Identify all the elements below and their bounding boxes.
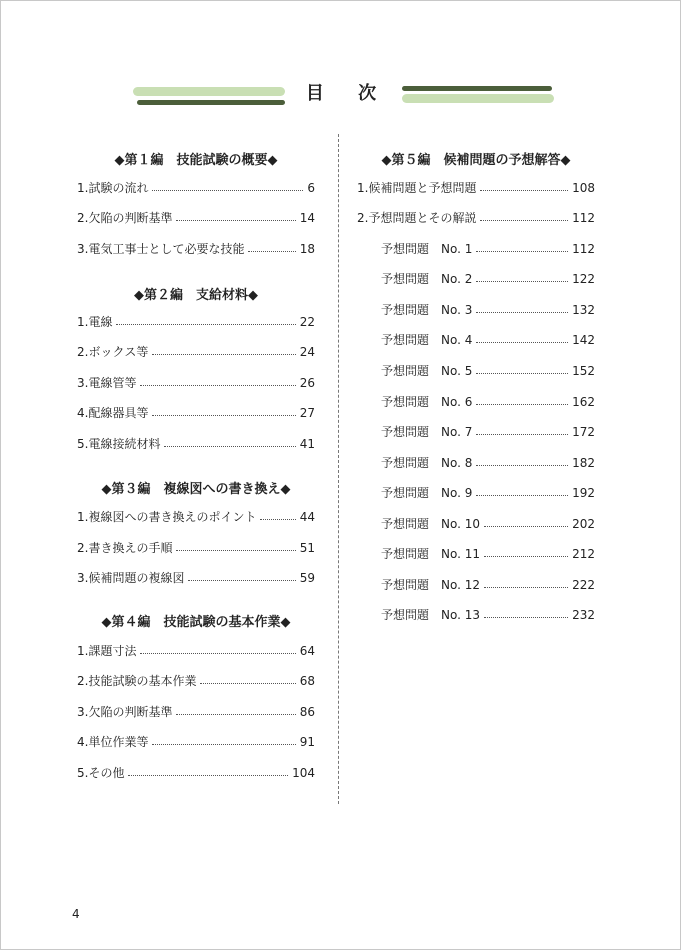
leader-dots <box>164 446 295 447</box>
entry-label: 電気工事士として必要な技能 <box>88 242 245 256</box>
entry-number: 4. <box>77 406 89 420</box>
entry-page: 112 <box>572 211 595 225</box>
section-heading-3: ◆第３編 複線図への書き換え◆ <box>101 482 291 497</box>
leader-dots <box>152 190 303 191</box>
toc-sub-entry[interactable] <box>381 393 595 411</box>
entry-label: 予想問題 No. 6 <box>381 395 473 409</box>
section-heading-4: ◆第４編 技能試験の基本作業◆ <box>101 615 291 630</box>
leader-dots <box>480 220 568 221</box>
entry-page: 172 <box>572 425 595 439</box>
title-bar-right-light <box>402 94 554 103</box>
entry-page: 41 <box>299 437 315 451</box>
leader-dots <box>152 354 295 355</box>
leader-dots <box>476 373 568 374</box>
toc-entry[interactable] <box>77 733 315 751</box>
entry-number: 3. <box>77 571 89 585</box>
title-bar-left-dark <box>137 100 285 105</box>
toc-sub-entry[interactable] <box>381 454 595 472</box>
leader-dots <box>476 281 568 282</box>
entry-page: 51 <box>299 541 315 555</box>
entry-label: 予想問題 No. 4 <box>381 333 473 347</box>
entry-label: 予想問題 No. 12 <box>381 578 481 592</box>
entry-page: 104 <box>292 766 315 780</box>
toc-entry[interactable] <box>357 179 595 197</box>
entry-number: 1. <box>77 510 89 524</box>
entry-label: 試験の流れ <box>88 181 149 195</box>
toc-entry[interactable] <box>77 404 315 422</box>
entry-page: 142 <box>572 333 595 347</box>
entry-label: その他 <box>88 766 125 780</box>
toc-sub-entry[interactable] <box>381 240 595 258</box>
toc-entry[interactable] <box>77 672 315 690</box>
toc-sub-entry[interactable] <box>381 484 595 502</box>
entry-label: 欠陥の判断基準 <box>88 211 173 225</box>
leader-dots <box>176 550 295 551</box>
entry-page: 108 <box>572 181 595 195</box>
entry-label: 候補問題の複線図 <box>88 571 185 585</box>
toc-sub-entry[interactable] <box>381 301 595 319</box>
entry-label: 欠陥の判断基準 <box>88 705 173 719</box>
entry-page: 18 <box>299 242 315 256</box>
leader-dots <box>476 251 568 252</box>
toc-entry[interactable] <box>77 539 315 557</box>
column-divider <box>338 134 339 804</box>
leader-dots <box>152 744 295 745</box>
entry-label: 予想問題 No. 11 <box>381 547 481 561</box>
entry-label: 予想問題 No. 2 <box>381 272 473 286</box>
entry-page: 222 <box>572 578 595 592</box>
entry-number: 5. <box>77 766 89 780</box>
toc-entry[interactable] <box>77 569 315 587</box>
entry-label: 予想問題 No. 1 <box>381 242 473 256</box>
entry-number: 1. <box>77 315 89 329</box>
toc-entry[interactable] <box>77 435 315 453</box>
toc-sub-entry[interactable] <box>381 545 595 563</box>
entry-label: 書き換えの手順 <box>88 541 173 555</box>
entry-page: 86 <box>299 705 315 719</box>
leader-dots <box>116 324 295 325</box>
entry-number: 4. <box>77 735 89 749</box>
toc-entry[interactable] <box>77 240 315 258</box>
toc-entry[interactable] <box>77 764 315 782</box>
entry-number: 5. <box>77 437 89 451</box>
entry-page: 212 <box>572 547 595 561</box>
leader-dots <box>476 342 568 343</box>
leader-dots <box>476 434 568 435</box>
entry-label: 候補問題と予想問題 <box>368 181 477 195</box>
entry-label: 予想問題とその解説 <box>368 211 477 225</box>
toc-sub-entry[interactable] <box>381 270 595 288</box>
leader-dots <box>188 580 295 581</box>
entry-page: 64 <box>299 644 315 658</box>
entry-page: 44 <box>299 510 315 524</box>
entry-page: 152 <box>572 364 595 378</box>
entry-page: 6 <box>307 181 315 195</box>
entry-page: 59 <box>299 571 315 585</box>
leader-dots <box>476 312 568 313</box>
leader-dots <box>140 653 295 654</box>
entry-page: 91 <box>299 735 315 749</box>
entry-page: 122 <box>572 272 595 286</box>
entry-number: 1. <box>77 644 89 658</box>
entry-page: 24 <box>299 345 315 359</box>
section-heading-1: ◆第１編 技能試験の概要◆ <box>114 153 278 168</box>
entry-label: 電線管等 <box>88 376 137 390</box>
leader-dots <box>484 556 568 557</box>
entry-number: 3. <box>77 705 89 719</box>
leader-dots <box>200 683 295 684</box>
entry-page: 112 <box>572 242 595 256</box>
leader-dots <box>176 714 295 715</box>
leader-dots <box>128 775 288 776</box>
toc-entry[interactable] <box>77 209 315 227</box>
entry-page: 22 <box>299 315 315 329</box>
entry-number: 1. <box>77 181 89 195</box>
entry-label: 単位作業等 <box>88 735 149 749</box>
leader-dots <box>140 385 295 386</box>
toc-entry[interactable] <box>77 374 315 392</box>
entry-label: 予想問題 No. 9 <box>381 486 473 500</box>
leader-dots <box>480 190 568 191</box>
entry-number: 3. <box>77 242 89 256</box>
entry-label: ボックス等 <box>88 345 149 359</box>
leader-dots <box>476 495 568 496</box>
toc-sub-entry[interactable] <box>381 606 595 624</box>
entry-page: 192 <box>572 486 595 500</box>
leader-dots <box>248 251 295 252</box>
entry-number: 2. <box>77 211 89 225</box>
entry-page: 182 <box>572 456 595 470</box>
leader-dots <box>260 519 295 520</box>
toc-entry[interactable] <box>357 209 595 227</box>
toc-sub-entry[interactable] <box>381 331 595 349</box>
entry-page: 14 <box>299 211 315 225</box>
entry-label: 電線 <box>88 315 113 329</box>
entry-page: 27 <box>299 406 315 420</box>
section-heading-5: ◆第５編 候補問題の予想解答◆ <box>381 153 571 168</box>
title-bar-left-light <box>133 87 285 96</box>
section-heading-2: ◆第２編 支給材料◆ <box>134 288 258 303</box>
toc-sub-entry[interactable] <box>381 515 595 533</box>
entry-number: 3. <box>77 376 89 390</box>
entry-label: 電線接続材料 <box>88 437 161 451</box>
toc-entry[interactable] <box>77 313 315 331</box>
entry-page: 132 <box>572 303 595 317</box>
page-title: 目 次 <box>305 83 391 104</box>
toc-sub-entry[interactable] <box>381 576 595 594</box>
leader-dots <box>152 415 295 416</box>
leader-dots <box>476 465 568 466</box>
entry-label: 予想問題 No. 8 <box>381 456 473 470</box>
entry-label: 予想問題 No. 5 <box>381 364 473 378</box>
entry-number: 2. <box>77 541 89 555</box>
title-bar-right-dark <box>402 86 552 91</box>
entry-label: 予想問題 No. 10 <box>381 517 481 531</box>
leader-dots <box>476 404 568 405</box>
entry-number: 2. <box>357 211 369 225</box>
entry-label: 課題寸法 <box>88 644 137 658</box>
entry-page: 68 <box>299 674 315 688</box>
leader-dots <box>484 617 568 618</box>
toc-sub-entry[interactable] <box>381 362 595 380</box>
entry-label: 予想問題 No. 13 <box>381 608 481 622</box>
toc-entry[interactable] <box>77 179 315 197</box>
entry-label: 配線器具等 <box>88 406 149 420</box>
toc-sub-entry[interactable] <box>381 423 595 441</box>
entry-page: 162 <box>572 395 595 409</box>
entry-label: 予想問題 No. 7 <box>381 425 473 439</box>
entry-page: 232 <box>572 608 595 622</box>
page-number: 4 <box>72 907 80 921</box>
entry-label: 技能試験の基本作業 <box>88 674 197 688</box>
toc-entry[interactable] <box>77 642 315 660</box>
toc-entry[interactable] <box>77 343 315 361</box>
entry-number: 2. <box>77 345 89 359</box>
entry-page: 202 <box>572 517 595 531</box>
leader-dots <box>484 587 568 588</box>
leader-dots <box>176 220 295 221</box>
entry-label: 複線図への書き換えのポイント <box>88 510 257 524</box>
leader-dots <box>484 526 568 527</box>
entry-number: 2. <box>77 674 89 688</box>
toc-entry[interactable] <box>77 508 315 526</box>
entry-label: 予想問題 No. 3 <box>381 303 473 317</box>
toc-entry[interactable] <box>77 703 315 721</box>
entry-page: 26 <box>299 376 315 390</box>
entry-number: 1. <box>357 181 369 195</box>
